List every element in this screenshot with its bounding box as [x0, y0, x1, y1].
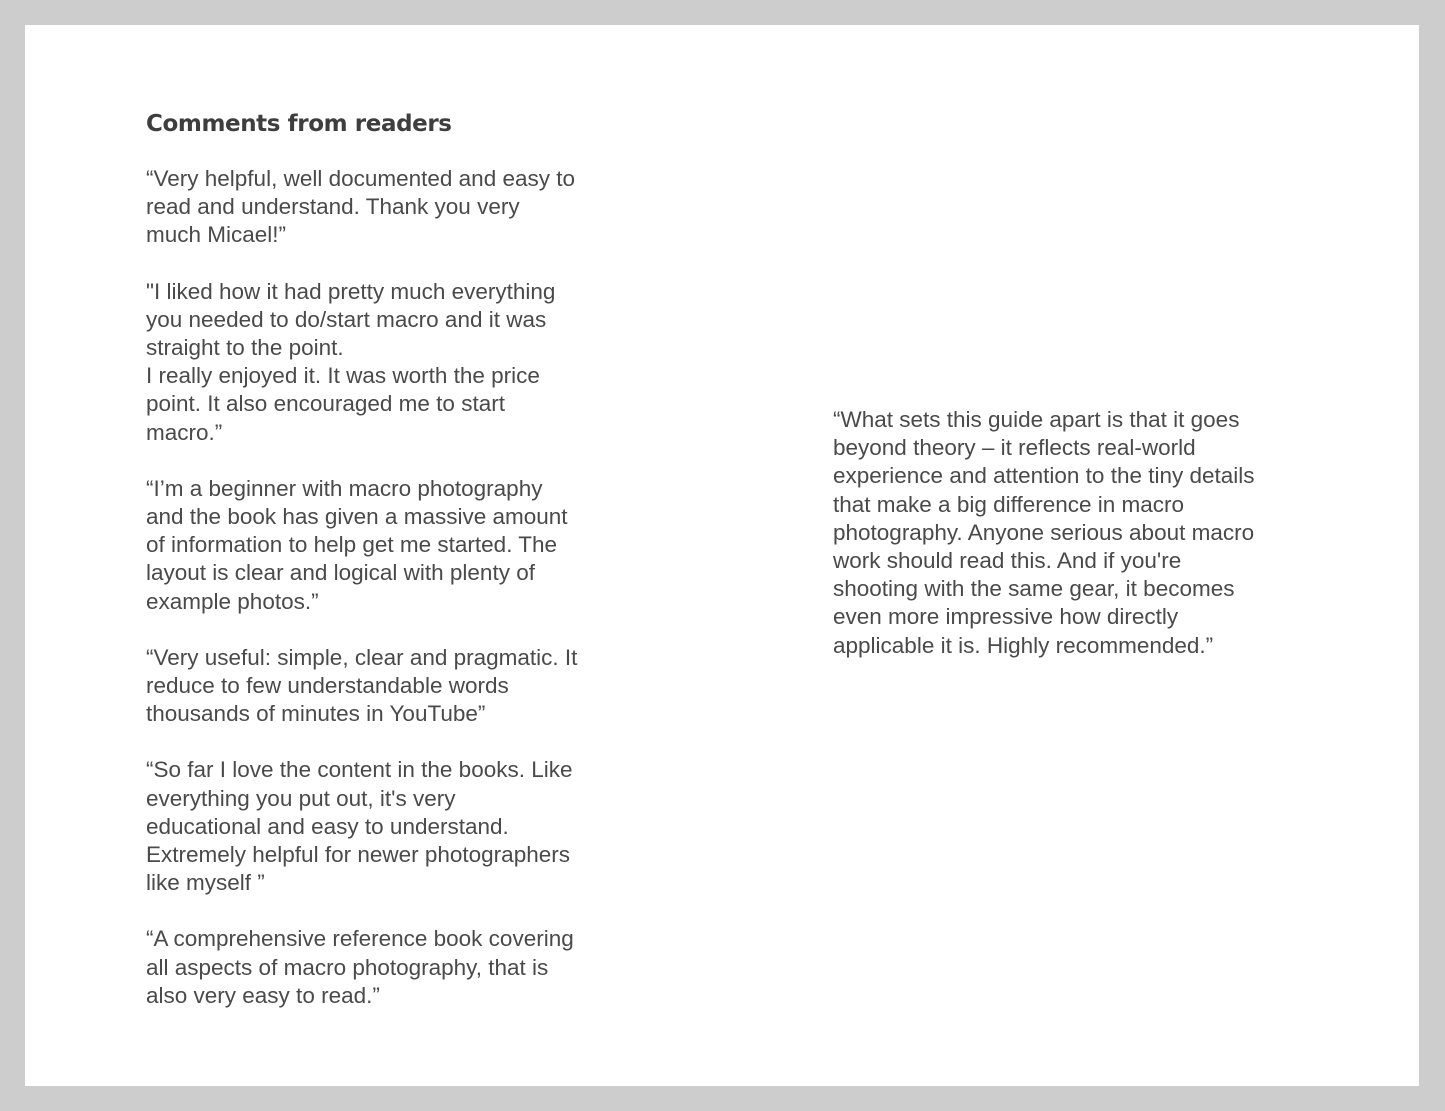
reader-quote-2: "I liked how it had pretty much everything you needed to do/start macro and it was straight to the point. I really enjoyed it. It was worth the price point. It also encouraged me to start macro.”: [146, 278, 556, 445]
document-page: [25, 25, 1419, 1086]
reader-quote-6: “A comprehensive reference book covering all aspects of macro photography, that is also very easy to read.”: [146, 926, 574, 1008]
section-heading: Comments from readers: [146, 111, 452, 137]
reader-quote-1: “Very helpful, well documented and easy to read and understand. Thank you very much Micael!”: [146, 166, 576, 248]
reader-quote-featured: “What sets this guide apart is that it goes beyond theory – it reflects real-world experience and attention to the tiny details that make a big difference in macro photography. Anyone serious about macro work should read this. And if you're shooting with the same gear, it becomes even more impressive how directly applicable it is. Highly recommended.”: [833, 407, 1255, 658]
left-column: [146, 109, 646, 1038]
reader-quote-4: “Very useful: simple, clear and pragmatic. It reduce to few understandable words thousands of minutes in YouTube”: [146, 644, 578, 727]
reader-quote-5: “So far I love the content in the books. Like everything you put out, it's very educational and easy to understand. Extremely helpful for newer photographers like myself ”: [146, 757, 573, 896]
reader-quote-3: “I’m a beginner with macro photography and the book has given a massive amount of information to help get me started. The layout is clear and logical with plenty of example photos.”: [146, 475, 568, 614]
